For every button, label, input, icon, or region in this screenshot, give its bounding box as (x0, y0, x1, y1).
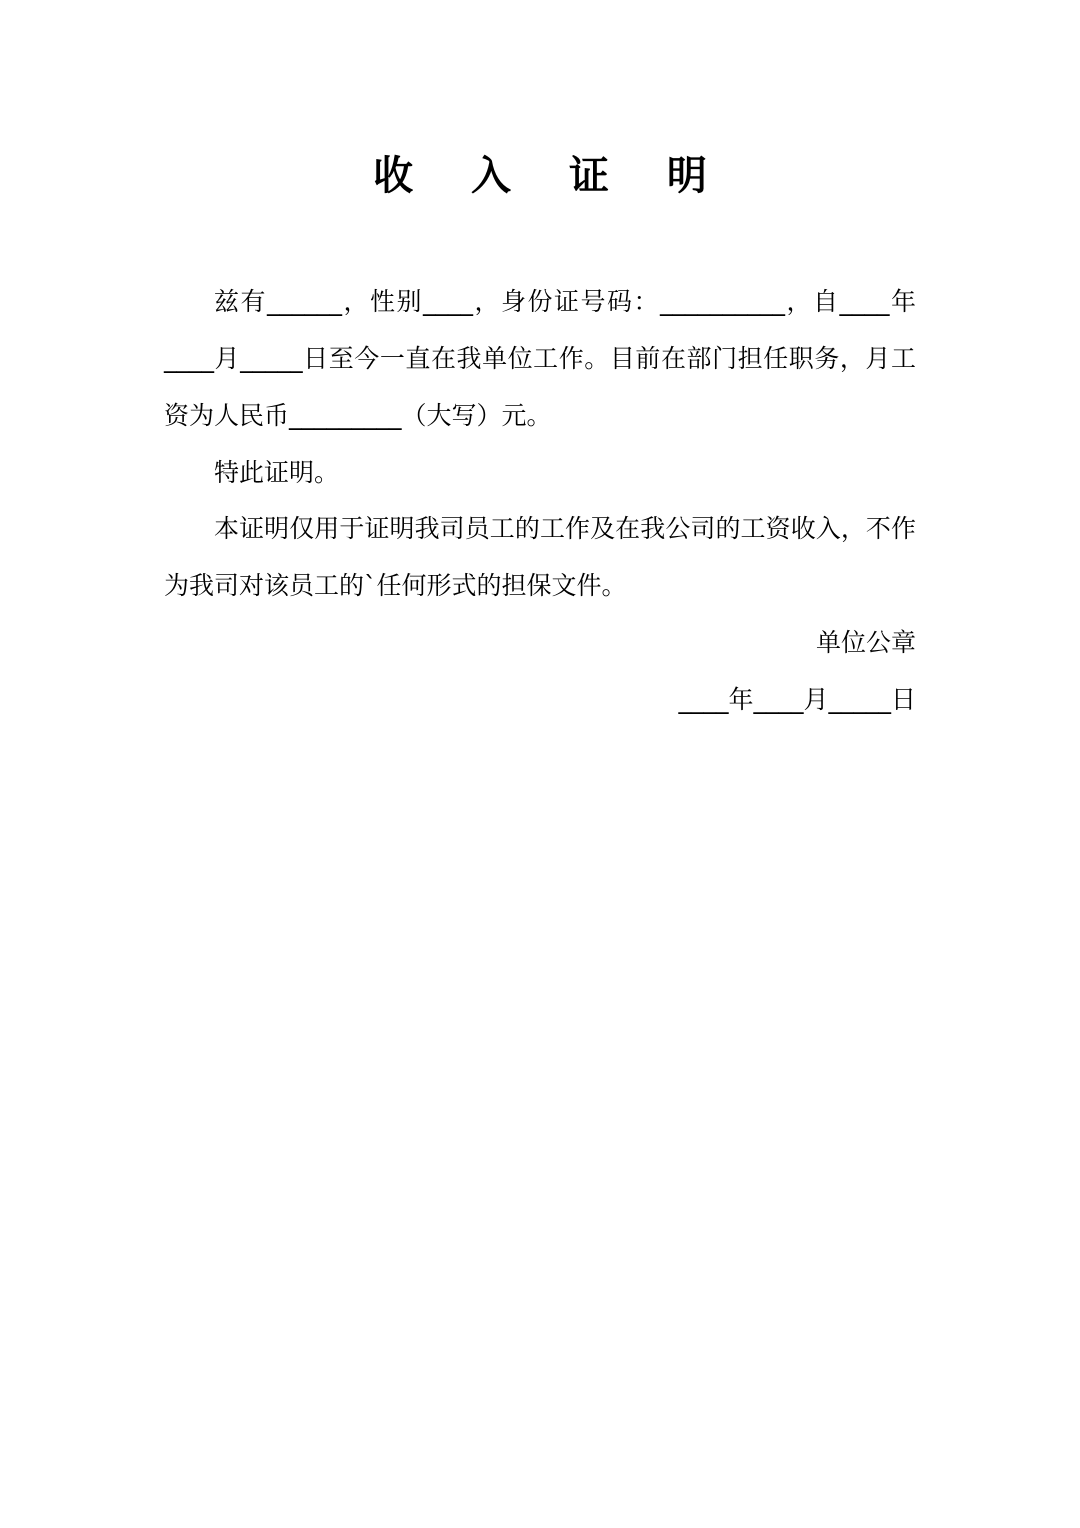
date-line: ____年____月_____日 (678, 685, 916, 714)
certification-statement: 特此证明。 (214, 458, 340, 487)
certificate-body-paragraph: 兹有______，性别____，身份证号码：__________，自____年____月_____日至今一直在我单位工作。目前在部门担任职务，月工资为人民币_________（大写）元。 (164, 287, 916, 430)
page-title: 收 入 证 明 (373, 153, 729, 199)
company-seal-label: 单位公章 (815, 628, 916, 657)
disclaimer-paragraph: 本证明仅用于证明我司员工的工作及在我公司的工资收入，不作为我司对该员工的`任何形式的担保文件。 (164, 514, 916, 600)
